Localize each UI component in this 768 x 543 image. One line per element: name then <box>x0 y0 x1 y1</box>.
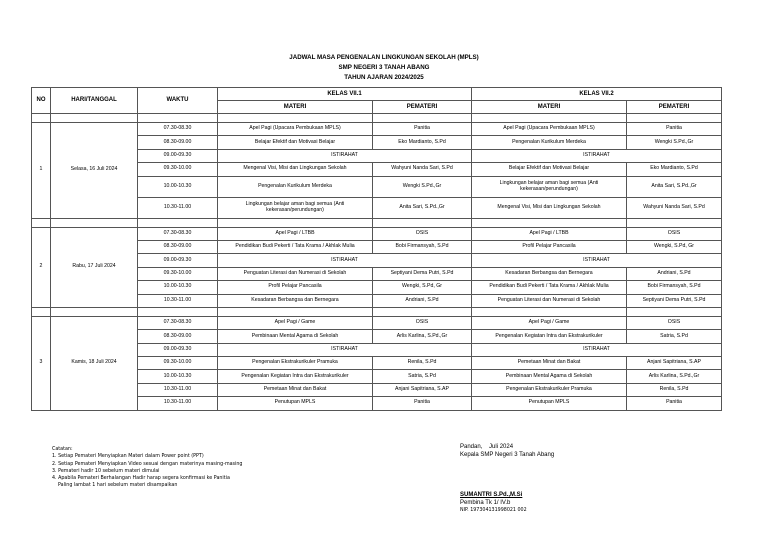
pemateri-cell-class1: Andriani, S.Pd <box>373 294 472 307</box>
materi-cell-class2: Pengenalan Kegiatan Intra dan Ekstrakurikuler <box>472 330 627 343</box>
document-header <box>0 53 768 83</box>
document-title: JADWAL MASA PENGENALAN LINGKUNGAN SEKOLAH (MPLS) <box>289 54 479 61</box>
materi-cell-class2: Pengenalan Ekstrakurikuler Pramuka <box>472 383 627 396</box>
materi-cell-class1: Penguatan Literasi dan Numerasi di Sekolah <box>218 267 373 280</box>
pemateri-cell-class2: Wengki S.Pd.,Gr <box>627 136 722 149</box>
materi-cell-class1: Apel Pagi (Upacara Pembukaan MPLS) <box>218 123 373 136</box>
separator-cell <box>627 114 722 123</box>
materi-cell-class1: Belajar Efektif dan Motivasi Belajar <box>218 136 373 149</box>
schedule-table <box>31 87 722 411</box>
note-item: 4. Apabila Pemateri Berhalangan Hadir harap segera konfirmasi ke Panitia <box>52 476 230 482</box>
pemateri-cell-class2: OSIS <box>627 227 722 240</box>
signature-place-date: Pandan, Juli 2024 <box>460 444 514 450</box>
materi-cell-class2: Mengenal Visi, Misi dan Lingkungan Sekolah <box>472 197 627 218</box>
materi-cell-class1: Pemetaan Minat dan Bakat <box>218 383 373 396</box>
break-cell-class1: ISTIRAHAT <box>218 149 472 162</box>
time-cell: 08.30-09.00 <box>138 330 218 343</box>
day-number-cell: 3 <box>32 316 51 410</box>
materi-cell-class1: Profil Pelajar Pancasila <box>218 281 373 294</box>
col-header-materi-1: MATERI <box>218 101 373 114</box>
materi-cell-class2: Profil Pelajar Pancasila <box>472 240 627 253</box>
separator-cell <box>472 114 627 123</box>
materi-cell-class1: Pengenalan Kegiatan Intra dan Ekstrakurikuler <box>218 370 373 383</box>
pemateri-cell-class2: Septiyani Dema Putri, S.Pd <box>627 294 722 307</box>
materi-cell-class1: Kesadaran Berbangsa dan Bernegara <box>218 294 373 307</box>
time-cell: 10.00-10.30 <box>138 176 218 197</box>
signature-rank: Pembina Tk 1/ IV.b <box>460 500 511 506</box>
materi-cell-class1: Penutupan MPLS <box>218 397 373 410</box>
pemateri-cell-class1: Anjani Sapitriana, S.AP <box>373 383 472 396</box>
materi-cell-class2: Belajar Efektif dan Motivasi Belajar <box>472 163 627 176</box>
break-cell-class2: ISTIRAHAT <box>472 149 722 162</box>
separator-cell <box>627 218 722 227</box>
materi-cell-class1: Mengenal Visi, Misi dan Lingkungan Sekolah <box>218 163 373 176</box>
materi-cell-class1: Apel Pagi / LTBB <box>218 227 373 240</box>
materi-cell-class2: Pendidikan Budi Pekerti / Tata Krama / Akhlak Mulia <box>472 281 627 294</box>
pemateri-cell-class2: Panitia <box>627 397 722 410</box>
pemateri-cell-class2: Panitia <box>627 123 722 136</box>
separator-cell <box>218 218 373 227</box>
separator-cell <box>51 307 138 316</box>
materi-cell-class2: Penguatan Literasi dan Numerasi di Sekolah <box>472 294 627 307</box>
materi-cell-class1: Lingkungan belajar aman bagi semua (Anti kekerasan/perundungan) <box>218 197 373 218</box>
time-cell: 07.30-08.30 <box>138 227 218 240</box>
pemateri-cell-class1: Panitia <box>373 397 472 410</box>
time-cell: 10.30-11.00 <box>138 197 218 218</box>
pemateri-cell-class1: Wahyuni Nanda Sari, S.Pd <box>373 163 472 176</box>
materi-cell-class1: Pengenalan Kurikulum Merdeka <box>218 176 373 197</box>
time-cell: 09.30-10.00 <box>138 357 218 370</box>
col-header-materi-2: MATERI <box>472 101 627 114</box>
materi-cell-class2: Lingkungan belajar aman bagi semua (Anti kekerasan/perundungan) <box>472 176 627 197</box>
time-cell: 09.00-09.30 <box>138 149 218 162</box>
signature-name: SUMANTRI S.Pd.,M.Si <box>460 492 523 498</box>
note-item: 2. Setiap Pemateri Menyiapkan Video sesuai dengan materinya masing-masing <box>52 461 243 467</box>
note-item: Paling lambat 1 hari sebelum materi disampaikan <box>58 483 178 489</box>
pemateri-cell-class1: Bobi Firmansyah, S.Pd <box>373 240 472 253</box>
break-cell-class2: ISTIRAHAT <box>472 254 722 267</box>
day-date-cell: Kamis, 18 Juli 2024 <box>51 316 138 410</box>
separator-cell <box>32 307 51 316</box>
separator-cell <box>51 218 138 227</box>
break-cell-class1: ISTIRAHAT <box>218 343 472 356</box>
day-date-cell: Rabu, 17 Juli 2024 <box>51 227 138 307</box>
signature-nip: NIP. 197304131998021 002 <box>460 508 527 513</box>
pemateri-cell-class2: Bobi Firmansyah, S.Pd <box>627 281 722 294</box>
materi-cell-class2: Apel Pagi / LTBB <box>472 227 627 240</box>
schedule-body <box>32 114 722 411</box>
class-header-vii1: KELAS VII.1 <box>218 88 472 101</box>
pemateri-cell-class1: OSIS <box>373 316 472 329</box>
pemateri-cell-class1: Septiyani Dema Putri, S.Pd <box>373 267 472 280</box>
time-cell: 09.30-10.00 <box>138 163 218 176</box>
pemateri-cell-class2: Andriani, S.Pd <box>627 267 722 280</box>
pemateri-cell-class1: Renila, S.Pd <box>373 357 472 370</box>
materi-cell-class1: Pendidikan Budi Pekerti / Tata Krama / Akhlak Mulia <box>218 240 373 253</box>
separator-cell <box>373 114 472 123</box>
time-cell: 10.30-11.00 <box>138 294 218 307</box>
materi-cell-class2: Kesadaran Berbangsa dan Bernegara <box>472 267 627 280</box>
day-number-cell: 2 <box>32 227 51 307</box>
time-cell: 10.30-11.00 <box>138 397 218 410</box>
class-header-vii2: KELAS VII.2 <box>472 88 722 101</box>
col-header-no: NO <box>32 88 51 114</box>
materi-cell-class2: Pembinaan Mental Agama di Sekolah <box>472 370 627 383</box>
pemateri-cell-class2: Wahyuni Nanda Sari, S.Pd <box>627 197 722 218</box>
day-number-cell: 1 <box>32 123 51 219</box>
pemateri-cell-class2: Renila, S.Pd <box>627 383 722 396</box>
separator-cell <box>472 307 627 316</box>
materi-cell-class1: Pengenalan Ekstrakurikuler Pramuka <box>218 357 373 370</box>
col-header-time: WAKTU <box>138 88 218 114</box>
pemateri-cell-class1: Wengki, S.Pd, Gr <box>373 281 472 294</box>
pemateri-cell-class2: Satria, S.Pd <box>627 330 722 343</box>
pemateri-cell-class1: Wengki S.Pd.,Gr <box>373 176 472 197</box>
academic-year: TAHUN AJARAN 2024/2025 <box>344 74 424 81</box>
materi-cell-class2: Penutupan MPLS <box>472 397 627 410</box>
notes-section <box>52 446 242 490</box>
time-cell: 09.30-10.00 <box>138 267 218 280</box>
separator-cell <box>218 307 373 316</box>
pemateri-cell-class2: Wengki, S.Pd, Gr <box>627 240 722 253</box>
pemateri-cell-class1: Satria, S.Pd <box>373 370 472 383</box>
pemateri-cell-class2: Anita Sari, S.Pd.,Gr <box>627 176 722 197</box>
separator-cell <box>32 114 51 123</box>
time-cell: 08.30-09.00 <box>138 240 218 253</box>
pemateri-cell-class2: OSIS <box>627 316 722 329</box>
note-item: 3. Pemateri hadir 10 sebelum materi dimulai <box>52 468 160 474</box>
pemateri-cell-class1: Arlis Karlina, S.Pd.,Gr <box>373 330 472 343</box>
pemateri-cell-class2: Eko Mardianto, S.Pd <box>627 163 722 176</box>
signature-block <box>460 443 554 515</box>
pemateri-cell-class2: Arlis Karlina, S.Pd.,Gr <box>627 370 722 383</box>
separator-cell <box>51 114 138 123</box>
time-cell: 10.00-10.30 <box>138 370 218 383</box>
day-separator-row <box>32 218 722 227</box>
time-cell: 07.30-08.30 <box>138 123 218 136</box>
separator-cell <box>472 218 627 227</box>
signature-position: Kepala SMP Negeri 3 Tanah Abang <box>460 452 555 458</box>
materi-cell-class1: Pembinaan Mental Agama di Sekolah <box>218 330 373 343</box>
table-row <box>32 227 722 240</box>
day-separator-row <box>32 307 722 316</box>
separator-cell <box>138 218 218 227</box>
materi-cell-class2: Pengenalan Kurikulum Merdeka <box>472 136 627 149</box>
col-header-day: HARI/TANGGAL <box>51 88 138 114</box>
break-cell-class2: ISTIRAHAT <box>472 343 722 356</box>
materi-cell-class1: Apel Pagi / Game <box>218 316 373 329</box>
day-date-cell: Selasa, 16 Juli 2024 <box>51 123 138 219</box>
pemateri-cell-class1: Panitia <box>373 123 472 136</box>
break-cell-class1: ISTIRAHAT <box>218 254 472 267</box>
materi-cell-class2: Pemetaan Minat dan Bakat <box>472 357 627 370</box>
time-cell: 07.30-08.30 <box>138 316 218 329</box>
separator-cell <box>373 218 472 227</box>
col-header-pemateri-1: PEMATERI <box>373 101 472 114</box>
pemateri-cell-class1: Anita Sari, S.Pd.,Gr <box>373 197 472 218</box>
pemateri-cell-class1: OSIS <box>373 227 472 240</box>
col-header-pemateri-2: PEMATERI <box>627 101 722 114</box>
time-cell: 10.00-10.30 <box>138 281 218 294</box>
separator-cell <box>138 114 218 123</box>
time-cell: 09.00-09.30 <box>138 343 218 356</box>
table-row <box>32 316 722 329</box>
day-separator-row <box>32 114 722 123</box>
pemateri-cell-class2: Anjani Sapitriana, S.AP <box>627 357 722 370</box>
materi-cell-class2: Apel Pagi / Game <box>472 316 627 329</box>
separator-cell <box>32 218 51 227</box>
separator-cell <box>373 307 472 316</box>
school-name: SMP NEGERI 3 TANAH ABANG <box>338 64 430 71</box>
separator-cell <box>218 114 373 123</box>
time-cell: 09.00-09.30 <box>138 254 218 267</box>
pemateri-cell-class1: Eko Mardianto, S.Pd <box>373 136 472 149</box>
time-cell: 10.30-11.00 <box>138 383 218 396</box>
time-cell: 08.30-09.00 <box>138 136 218 149</box>
separator-cell <box>138 307 218 316</box>
table-row <box>32 123 722 136</box>
separator-cell <box>627 307 722 316</box>
note-item: 1. Setiap Pemateri Menyiapkan Materi dalam Power point (PPT) <box>52 454 204 460</box>
notes-heading: Catatan: <box>52 447 73 452</box>
materi-cell-class2: Apel Pagi (Upacara Pembukaan MPLS) <box>472 123 627 136</box>
